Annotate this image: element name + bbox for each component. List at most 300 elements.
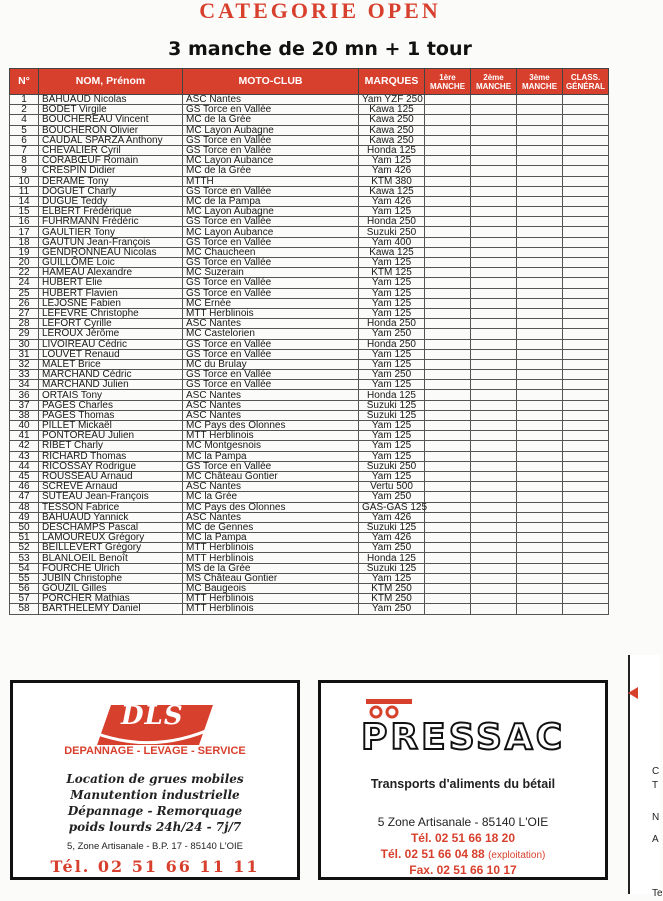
table-row [10, 431, 609, 441]
cell-brand: Honda 250 [359, 319, 425, 329]
cell-name: BLANLOEIL Benoît [39, 553, 183, 563]
table-row [10, 573, 609, 583]
cell-num: 16 [10, 217, 39, 227]
cell-brand: Yam 125 [359, 207, 425, 217]
cell-result-empty [517, 441, 563, 451]
cell-brand: Kawa 250 [359, 125, 425, 135]
adjacent-letter: T [652, 780, 659, 791]
cell-result-empty [471, 186, 517, 196]
table-row [10, 217, 609, 227]
cell-result-empty [563, 451, 609, 461]
cell-name: BODET Virgile [39, 105, 183, 115]
cell-club: MC Chaucheen [183, 247, 359, 257]
cell-result-empty [517, 380, 563, 390]
cell-result-empty [425, 125, 471, 135]
cell-result-empty [517, 533, 563, 543]
cell-brand: Suzuki 125 [359, 522, 425, 532]
cell-result-empty [425, 604, 471, 614]
cell-result-empty [563, 563, 609, 573]
cell-num: 25 [10, 288, 39, 298]
cell-club: GS Torce en Vallée [183, 237, 359, 247]
cell-result-empty [517, 359, 563, 369]
cell-result-empty [563, 584, 609, 594]
table-row [10, 176, 609, 186]
cell-name: LAMOUREUX Grégory [39, 533, 183, 543]
cell-club: GS Torce en Vallée [183, 217, 359, 227]
cell-result-empty [425, 227, 471, 237]
cell-name: RICHARD Thomas [39, 451, 183, 461]
cell-result-empty [517, 217, 563, 227]
cell-brand: Suzuki 125 [359, 563, 425, 573]
cell-club: MC de la Pampa [183, 196, 359, 206]
cell-result-empty [563, 431, 609, 441]
cell-result-empty [471, 135, 517, 145]
adjacent-letter: Te [652, 888, 663, 899]
cell-club: GS Torce en Vallée [183, 145, 359, 155]
cell-brand: Kawa 125 [359, 105, 425, 115]
cell-result-empty [563, 196, 609, 206]
cell-name: JUBIN Christophe [39, 573, 183, 583]
cell-result-empty [471, 563, 517, 573]
cell-num: 41 [10, 431, 39, 441]
cell-result-empty [425, 115, 471, 125]
col-header-brand: MARQUES [359, 69, 425, 95]
table-row [10, 207, 609, 217]
cell-result-empty [471, 431, 517, 441]
table-row [10, 288, 609, 298]
table-row [10, 145, 609, 155]
cell-result-empty [425, 329, 471, 339]
cell-result-empty [425, 431, 471, 441]
col-header-club: MOTO-CLUB [183, 69, 359, 95]
cell-result-empty [471, 105, 517, 115]
cell-result-empty [425, 156, 471, 166]
cell-brand: Yam 125 [359, 258, 425, 268]
cell-club: GS Torce en Vallée [183, 186, 359, 196]
cell-name: ROUSSEAU Arnaud [39, 471, 183, 481]
cell-brand: Yam 250 [359, 329, 425, 339]
cell-num: 1 [10, 95, 39, 105]
cell-name: DERAME Tony [39, 176, 183, 186]
cell-brand: KTM 125 [359, 268, 425, 278]
cell-result-empty [563, 421, 609, 431]
table-row [10, 482, 609, 492]
adjacent-page-strip [628, 655, 663, 899]
cell-brand: Honda 125 [359, 145, 425, 155]
dls-phone: Tél. 02 51 66 11 11 [50, 857, 260, 876]
cell-brand: Yam 400 [359, 237, 425, 247]
dls-logo-text: DLS [121, 701, 184, 731]
cell-brand: Yam 125 [359, 156, 425, 166]
cell-result-empty [471, 207, 517, 217]
cell-club: MC la Pampa [183, 533, 359, 543]
table-row [10, 349, 609, 359]
cell-result-empty [471, 349, 517, 359]
cell-result-empty [517, 176, 563, 186]
cell-result-empty [425, 533, 471, 543]
cell-club: GS Torce en Vallée [183, 339, 359, 349]
cell-result-empty [425, 247, 471, 257]
cell-num: 11 [10, 186, 39, 196]
cell-num: 56 [10, 584, 39, 594]
cell-num: 5 [10, 125, 39, 135]
cell-result-empty [425, 105, 471, 115]
cell-num: 53 [10, 553, 39, 563]
cell-result-empty [563, 502, 609, 512]
cell-club: ASC Nantes [183, 400, 359, 410]
cell-brand: Yam 426 [359, 533, 425, 543]
table-row [10, 584, 609, 594]
table-row [10, 410, 609, 420]
cell-brand: Kawa 125 [359, 247, 425, 257]
cell-brand: Suzuki 250 [359, 461, 425, 471]
cell-num: 7 [10, 145, 39, 155]
cell-result-empty [425, 166, 471, 176]
cell-num: 31 [10, 349, 39, 359]
cell-club: MC de la Grée [183, 115, 359, 125]
cell-result-empty [563, 125, 609, 135]
table-row [10, 339, 609, 349]
cell-result-empty [563, 186, 609, 196]
col-header-general: CLASS. GÉNÉRAL [563, 69, 609, 95]
cell-result-empty [471, 329, 517, 339]
cell-result-empty [425, 258, 471, 268]
cell-result-empty [425, 207, 471, 217]
cell-result-empty [471, 573, 517, 583]
cell-result-empty [425, 451, 471, 461]
cell-name: MALET Brice [39, 359, 183, 369]
table-row [10, 400, 609, 410]
cell-result-empty [517, 135, 563, 145]
cell-result-empty [425, 298, 471, 308]
cell-brand: Yam 250 [359, 492, 425, 502]
cell-num: 9 [10, 166, 39, 176]
arrow-left-icon [628, 687, 638, 699]
cell-result-empty [471, 258, 517, 268]
cell-result-empty [471, 95, 517, 105]
cell-result-empty [517, 553, 563, 563]
cell-club: ASC Nantes [183, 410, 359, 420]
cell-num: 33 [10, 370, 39, 380]
cell-club: MC de Gennes [183, 522, 359, 532]
cell-result-empty [563, 288, 609, 298]
cell-name: CHEVALIER Cyril [39, 145, 183, 155]
dls-advert [10, 680, 300, 880]
cell-num: 55 [10, 573, 39, 583]
table-row [10, 268, 609, 278]
cell-name: PORCHER Mathias [39, 594, 183, 604]
cell-result-empty [517, 298, 563, 308]
cell-name: DESCHAMPS Pascal [39, 522, 183, 532]
cell-num: 44 [10, 461, 39, 471]
cell-club: MC Suzerain [183, 268, 359, 278]
cell-num: 51 [10, 533, 39, 543]
cell-result-empty [471, 604, 517, 614]
cell-result-empty [517, 278, 563, 288]
cell-num: 6 [10, 135, 39, 145]
cell-result-empty [425, 410, 471, 420]
cell-name: LEFEVRE Christophe [39, 308, 183, 318]
results-table [9, 68, 609, 615]
cell-name: DOGUET Charly [39, 186, 183, 196]
cell-num: 40 [10, 421, 39, 431]
dls-services [13, 771, 297, 835]
cell-result-empty [471, 553, 517, 563]
cell-result-empty [425, 196, 471, 206]
cell-num: 10 [10, 176, 39, 186]
cell-result-empty [517, 349, 563, 359]
cell-num: 46 [10, 482, 39, 492]
cell-result-empty [563, 145, 609, 155]
pressac-tagline: Transports d'aliments du bétail [370, 777, 556, 791]
cell-result-empty [563, 461, 609, 471]
cell-result-empty [563, 349, 609, 359]
cell-club: MC Ernée [183, 298, 359, 308]
cell-num: 57 [10, 594, 39, 604]
cell-num: 2 [10, 105, 39, 115]
cell-result-empty [425, 349, 471, 359]
cell-club: ASC Nantes [183, 390, 359, 400]
table-row [10, 95, 609, 105]
cell-club: MTT Herblinois [183, 543, 359, 553]
cell-result-empty [425, 308, 471, 318]
cell-name: HUBERT Elie [39, 278, 183, 288]
cell-club: MC la Pampa [183, 451, 359, 461]
table-row [10, 390, 609, 400]
cell-num: 50 [10, 522, 39, 532]
table-row [10, 156, 609, 166]
cell-num: 30 [10, 339, 39, 349]
cell-result-empty [517, 421, 563, 431]
cell-result-empty [563, 604, 609, 614]
cell-club: GS Torce en Vallée [183, 370, 359, 380]
cell-result-empty [517, 604, 563, 614]
cell-brand: Yam 125 [359, 298, 425, 308]
cell-brand: Suzuki 250 [359, 227, 425, 237]
cell-result-empty [471, 268, 517, 278]
cell-result-empty [517, 196, 563, 206]
cell-num: 52 [10, 543, 39, 553]
cell-result-empty [517, 288, 563, 298]
cell-name: CAUDAL SPARZA Anthony [39, 135, 183, 145]
cell-result-empty [563, 400, 609, 410]
cell-brand: Honda 250 [359, 339, 425, 349]
cell-result-empty [471, 217, 517, 227]
cell-result-empty [563, 533, 609, 543]
cell-result-empty [517, 482, 563, 492]
cell-result-empty [517, 543, 563, 553]
cell-result-empty [563, 115, 609, 125]
cell-result-empty [471, 196, 517, 206]
cell-club: MS Château Gontier [183, 573, 359, 583]
cell-club: MC de la Grée [183, 166, 359, 176]
table-row [10, 512, 609, 522]
table-row [10, 237, 609, 247]
cell-brand: Yam 125 [359, 421, 425, 431]
cell-result-empty [425, 400, 471, 410]
cell-club: MC Montgesnois [183, 441, 359, 451]
cell-result-empty [563, 553, 609, 563]
cell-club: MC du Brulay [183, 359, 359, 369]
cell-name: CORABŒUF Romain [39, 156, 183, 166]
cell-result-empty [563, 339, 609, 349]
cell-club: MC Pays des Olonnes [183, 421, 359, 431]
cell-num: 32 [10, 359, 39, 369]
cell-brand: Honda 250 [359, 217, 425, 227]
cell-result-empty [471, 278, 517, 288]
cell-result-empty [563, 380, 609, 390]
cell-result-empty [425, 563, 471, 573]
cell-result-empty [425, 512, 471, 522]
cell-result-empty [471, 176, 517, 186]
cell-club: GS Torce en Vallée [183, 135, 359, 145]
cell-result-empty [425, 370, 471, 380]
cell-name: PAGES Thomas [39, 410, 183, 420]
table-row [10, 247, 609, 257]
cell-club: MC Layon Aubagne [183, 207, 359, 217]
cell-name: LOUVET Renaud [39, 349, 183, 359]
cell-result-empty [471, 339, 517, 349]
cell-result-empty [425, 584, 471, 594]
cell-name: SCREVE Arnaud [39, 482, 183, 492]
cell-result-empty [563, 217, 609, 227]
cell-result-empty [471, 380, 517, 390]
cell-result-empty [563, 308, 609, 318]
cell-result-empty [563, 135, 609, 145]
page-title: CATEGORIE OPEN [199, 0, 441, 23]
cell-result-empty [471, 482, 517, 492]
table-row [10, 329, 609, 339]
cell-result-empty [517, 247, 563, 257]
cell-result-empty [563, 594, 609, 604]
cell-brand: Yam 426 [359, 166, 425, 176]
cell-club: MTT Herblinois [183, 553, 359, 563]
cell-num: 27 [10, 308, 39, 318]
cell-result-empty [471, 359, 517, 369]
cell-num: 17 [10, 227, 39, 237]
cell-result-empty [563, 471, 609, 481]
cell-result-empty [563, 156, 609, 166]
cell-result-empty [517, 95, 563, 105]
cell-result-empty [563, 390, 609, 400]
cell-result-empty [471, 227, 517, 237]
cell-name: BARTHELEMY Daniel [39, 604, 183, 614]
cell-brand: Yam 250 [359, 370, 425, 380]
dls-service-line: Location de grues mobiles [66, 772, 244, 786]
cell-club: GS Torce en Vallée [183, 258, 359, 268]
dls-service-line: Manutention industrielle [70, 788, 240, 802]
cell-num: 43 [10, 451, 39, 461]
cell-name: LEROUX Jérôme [39, 329, 183, 339]
cell-result-empty [517, 186, 563, 196]
cell-num: 58 [10, 604, 39, 614]
cell-result-empty [425, 471, 471, 481]
cell-club: MTT Herblinois [183, 308, 359, 318]
table-row [10, 461, 609, 471]
cell-result-empty [425, 522, 471, 532]
cell-name: LEFORT Cyrille [39, 319, 183, 329]
cell-brand: Yam 125 [359, 441, 425, 451]
cell-result-empty [517, 308, 563, 318]
cell-result-empty [425, 319, 471, 329]
cell-result-empty [425, 482, 471, 492]
cell-result-empty [425, 278, 471, 288]
cell-brand: Yam 426 [359, 196, 425, 206]
cell-brand: Yam 426 [359, 512, 425, 522]
pressac-phone-2-note: (exploitation) [488, 850, 546, 861]
cell-result-empty [517, 145, 563, 155]
cell-club: GS Torce en Vallée [183, 380, 359, 390]
cell-result-empty [563, 319, 609, 329]
cell-num: 38 [10, 410, 39, 420]
cell-result-empty [471, 522, 517, 532]
cell-result-empty [563, 329, 609, 339]
cell-result-empty [563, 237, 609, 247]
cell-result-empty [563, 441, 609, 451]
cell-num: 54 [10, 563, 39, 573]
cell-brand: Yam 125 [359, 451, 425, 461]
cell-result-empty [563, 359, 609, 369]
cell-result-empty [517, 370, 563, 380]
cell-name: PAGES Charles [39, 400, 183, 410]
cell-club: GS Torce en Vallée [183, 105, 359, 115]
cell-club: GS Torce en Vallée [183, 278, 359, 288]
cell-name: GAULTIER Tony [39, 227, 183, 237]
cell-result-empty [517, 431, 563, 441]
cell-result-empty [471, 441, 517, 451]
cell-brand: Suzuki 125 [359, 410, 425, 420]
cell-result-empty [517, 156, 563, 166]
cell-brand: Vertu 500 [359, 482, 425, 492]
cell-result-empty [425, 145, 471, 155]
cell-brand: Yam 125 [359, 431, 425, 441]
cell-num: 34 [10, 380, 39, 390]
cell-club: GS Torce en Vallée [183, 349, 359, 359]
cell-name: RICOSSAY Rodrigue [39, 461, 183, 471]
cell-brand: KTM 250 [359, 594, 425, 604]
cell-result-empty [425, 217, 471, 227]
cell-brand: Yam 125 [359, 308, 425, 318]
cell-result-empty [517, 268, 563, 278]
cell-brand: Yam 125 [359, 359, 425, 369]
pressac-phone-2-number: Tél. 02 51 66 04 88 [380, 847, 485, 861]
cell-name: MARCHAND Julien [39, 380, 183, 390]
cell-result-empty [563, 166, 609, 176]
dls-address: 5, Zone Artisanale - B.P. 17 - 85140 L'OIE [67, 841, 243, 852]
cell-num: 18 [10, 237, 39, 247]
cell-club: MTT Herblinois [183, 604, 359, 614]
cell-club: MTTH [183, 176, 359, 186]
cell-result-empty [563, 512, 609, 522]
table-row [10, 166, 609, 176]
cell-result-empty [425, 492, 471, 502]
cell-name: MARCHAND Cédric [39, 370, 183, 380]
cell-result-empty [563, 278, 609, 288]
cell-club: MC Baugeois [183, 584, 359, 594]
cell-result-empty [425, 135, 471, 145]
cell-brand: Honda 125 [359, 390, 425, 400]
table-row [10, 135, 609, 145]
cell-result-empty [517, 207, 563, 217]
cell-brand: Kawa 250 [359, 115, 425, 125]
pressac-fax: Fax. 02 51 66 10 17 [409, 863, 517, 877]
cell-result-empty [563, 227, 609, 237]
cell-result-empty [425, 288, 471, 298]
cell-result-empty [471, 145, 517, 155]
pressac-logo-text: PRESSAC [361, 717, 566, 758]
cell-result-empty [471, 492, 517, 502]
cell-brand: Honda 125 [359, 553, 425, 563]
